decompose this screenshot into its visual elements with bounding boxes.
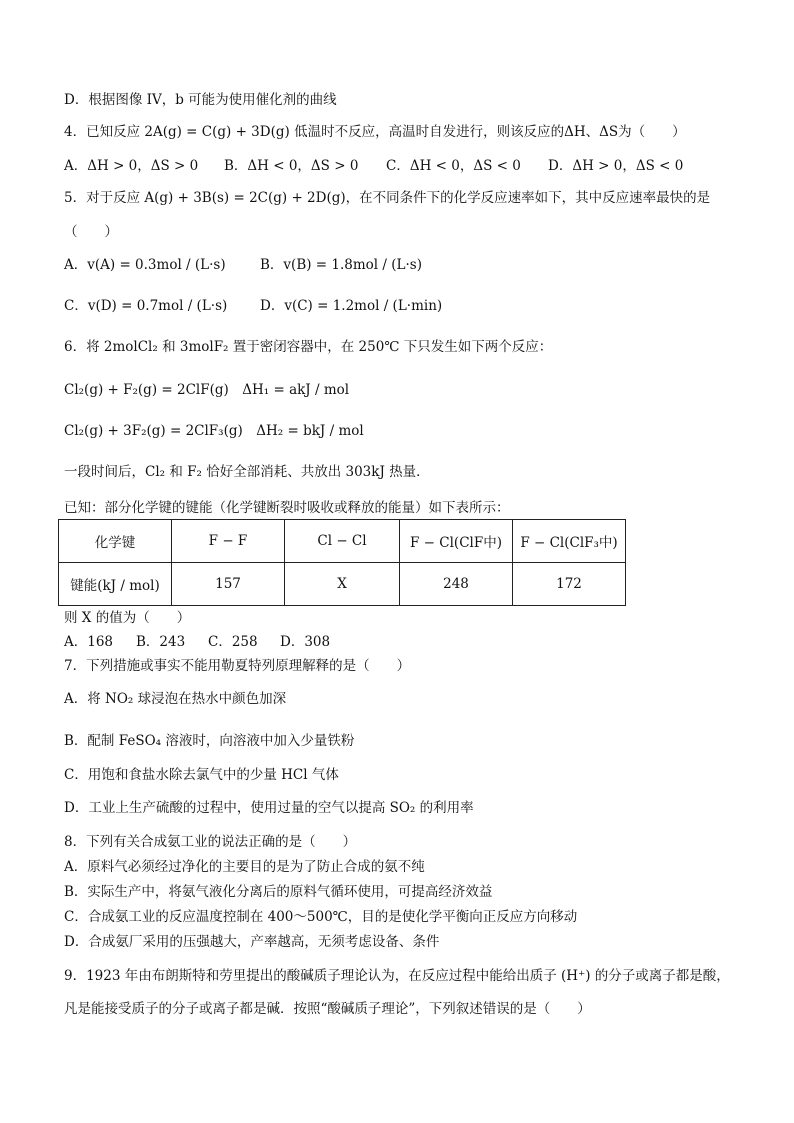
q4-option-d: D．ΔH > 0，ΔS < 0 [548,158,684,174]
table-header-row [59,520,626,563]
q9-stem-line-1: 9．1923 年由布朗斯特和劳里提出的酸碱质子理论认为，在反应过程中能给出质子 (H⁺) 的分子或离子都是酸， [64,968,730,984]
table-cell: X [285,563,400,606]
q5-paren: （ ） [64,224,118,240]
table-header-cell: F − F [172,520,285,563]
q5-options-row1 [64,256,422,274]
table-cell: 248 [400,563,513,606]
q3-option-d: D．根据图像 IV，b 可能为使用催化剂的曲线 [64,92,337,108]
q6-ask: 则 X 的值为（ ） [64,610,191,626]
q5-stem: 5．对于反应 A(g) + 3B(s) = 2C(g) + 2D(g)，在不同条件下的化学反应速率如下，其中反应速率最快的是 [64,190,711,206]
q6-after: 一段时间后，Cl₂ 和 F₂ 恰好全部消耗、共放出 303kJ 热量． [64,464,430,480]
q5-option-c: C．v(D) = 0.7mol / (L·s) [64,298,228,314]
table-header-cell: F − Cl(ClF中) [400,520,513,563]
q7-option-d: D．工业上生产硫酸的过程中，使用过量的空气以提高 SO₂ 的利用率 [64,800,474,816]
q8-option-b: B．实际生产中，将氨气液化分离后的原料气循环使用，可提高经济效益 [64,884,493,900]
q7-option-c: C．用饱和食盐水除去氯气中的少量 HCl 气体 [64,767,339,783]
table-cell: 157 [172,563,285,606]
q6-options [64,633,330,651]
q5-option-b: B．v(B) = 1.8mol / (L·s) [260,257,422,273]
q6-option-b: B．243 [136,634,186,650]
q5-option-a: A．v(A) = 0.3mol / (L·s) [64,257,226,273]
table-cell: 键能(kJ / mol) [59,563,172,606]
table-row [59,563,626,606]
q5-options-row2 [64,297,442,315]
q6-equation-1: Cl₂(g) + F₂(g) = 2ClF(g) ΔH₁ = akJ / mol [64,382,350,398]
q4-stem: 4．已知反应 2A(g) = C(g) + 3D(g) 低温时不反应，高温时自发进行，则该反应的ΔH、ΔS为（ ） [64,124,686,140]
bond-energy-table [58,519,626,606]
q5-option-d: D．v(C) = 1.2mol / (L·min) [260,298,443,314]
q7-option-b: B．配制 FeSO₄ 溶液时，向溶液中加入少量铁粉 [64,733,355,749]
table-cell: 172 [513,563,626,606]
q6-known: 已知：部分化学键的键能（化学键断裂时吸收或释放的能量）如下表所示： [64,500,510,516]
q8-option-d: D．合成氨厂采用的压强越大，产率越高，无须考虑设备、条件 [64,934,440,950]
q9-stem-line-2: 凡是能接受质子的分子或离子都是碱．按照“酸碱质子理论”，下列叙述错误的是（ ） [64,1001,591,1017]
q4-option-b: B．ΔH < 0，ΔS > 0 [224,158,359,174]
table-header-cell: 化学键 [59,520,172,563]
q7-stem: 7．下列措施或事实不能用勒夏特列原理解释的是（ ） [64,658,411,674]
q6-option-c: C．258 [208,634,258,650]
q4-options [64,157,683,175]
table-header-cell: F − Cl(ClF₃中) [513,520,626,563]
q7-option-a: A．将 NO₂ 球浸泡在热水中颜色加深 [64,691,287,707]
q8-stem: 8．下列有关合成氨工业的说法正确的是（ ） [64,834,357,850]
q4-option-c: C．ΔH < 0，ΔS < 0 [386,158,521,174]
q6-equation-2: Cl₂(g) + 3F₂(g) = 2ClF₃(g) ΔH₂ = bkJ / mol [64,423,364,439]
q4-option-a: A．ΔH > 0，ΔS > 0 [64,158,199,174]
q8-option-a: A．原料气必须经过净化的主要目的是为了防止合成的氨不纯 [64,859,425,875]
q6-stem: 6．将 2molCl₂ 和 3molF₂ 置于密闭容器中，在 250℃ 下只发生如下两个反应： [64,339,553,355]
q6-option-a: A．168 [64,634,114,650]
q6-option-d: D．308 [280,634,331,650]
q8-option-c: C．合成氨工业的反应温度控制在 400～500℃，目的是使化学平衡向正反应方向移动 [64,909,578,925]
table-header-cell: Cl − Cl [285,520,400,563]
